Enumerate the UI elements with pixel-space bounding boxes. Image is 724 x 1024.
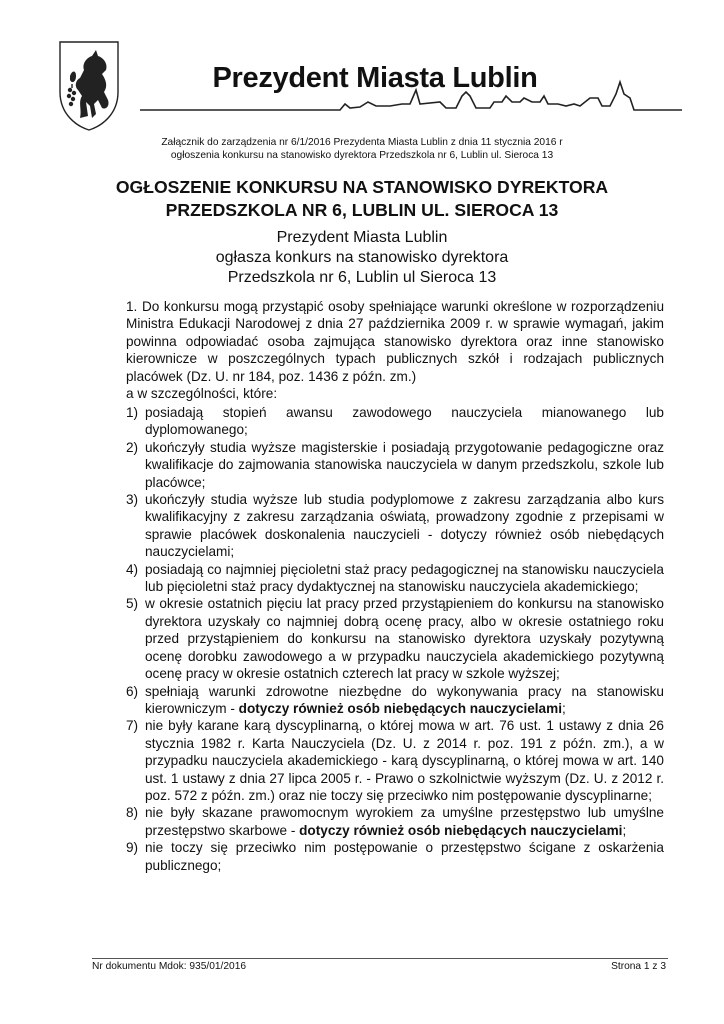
city-crest-icon [58,40,120,132]
annex-line-1: Załącznik do zarządzenia nr 6/1/2016 Prezydenta Miasta Lublin z dnia 11 stycznia 2016 r [161,137,563,148]
item-bold-text: dotyczy również osób niebędących nauczycielami [238,700,562,716]
item-text-end: ; [562,700,566,716]
item-number: 5) [126,596,139,612]
announcement-subheading [130,228,594,288]
announcement-heading [60,176,664,222]
list-item [126,683,664,718]
item-number: 2) [126,439,139,455]
intro-text: 1. Do konkursu mogą przystąpić osoby spełniające warunki określone w rozporządzeniu Ministra Edukacji Narodowej z dnia 27 października 2009 r. w sprawie wymagań, jakim powinna odpowiadać osoba zajmująca stanowisko dyrektora oraz inne stanowisko kierownicze w poszczególnych typach publicznych szkół i rodzajach publicznych placówek (Dz. U. nr 184, poz. 1436 z późn. zm.) [126,299,664,384]
list-item [126,595,664,682]
subheading-line-3: Przedszkola nr 6, Lublin ul Sieroca 13 [227,269,497,286]
city-skyline-icon [140,76,682,118]
item-text: ukończyły studia wyższe lub studia podyplomowe z zakresu zarządzania albo kurs kwalifikacyjny z zakresu zarządzania oświatą, prowadzony zgodnie z przepisami w sprawie placówek doskonalenia nauczycieli - dotyczy również osób niebędących nauczycielami; [145,492,664,560]
page-header-title: Prezydent Miasta Lublin [212,62,538,94]
footer-page-number: Strona 1 z 3 [611,961,666,972]
list-item [126,439,664,491]
intro-paragraph [126,298,664,402]
heading-line-1: OGŁOSZENIE KONKURSU NA STANOWISKO DYREKTORA [115,177,609,197]
item-text: nie toczy się przeciwko nim postępowanie o przestępstwo ścigane z oskarżenia publicznego; [145,840,664,873]
intro-tail: a w szczególności, które: [126,386,278,402]
conditions-list [126,404,664,874]
annex-line-2: ogłoszenia konkursu na stanowisko dyrektora Przedszkola nr 6, Lublin ul. Sieroca 13 [170,150,554,161]
item-number: 8) [126,805,139,821]
list-item [126,717,664,804]
list-item [126,561,664,596]
item-text: posiadają co najmniej pięcioletni staż pracy pedagogicznej na stanowisku nauczyciela lub pięcioletni staż pracy dydaktycznej na stanowisku nauczyciela akademickiego; [145,561,664,595]
heading-line-2: PRZEDSZKOLA NR 6, LUBLIN UL. SIEROCA 13 [165,200,559,220]
item-bold-text: dotyczy również osób niebędących nauczycielami [299,822,623,838]
item-number: 3) [126,492,139,508]
list-item [126,839,664,874]
footer-document-number: Nr dokumentu Mdok: 935/01/2016 [92,961,247,972]
item-number: 6) [126,683,139,699]
item-text: posiadają stopień awansu zawodowego nauczyciela mianowanego lub dyplomowanego; [145,405,664,438]
list-item [126,804,664,839]
item-number: 9) [126,840,139,856]
list-item [126,404,664,439]
item-number: 1) [126,405,139,420]
footer-divider [92,958,668,959]
annex-note [100,136,624,162]
item-text: w okresie ostatnich pięciu lat pracy przed przystąpieniem do konkursu na stanowisko dyrektora uzyskały co najmniej dobrą ocenę pracy, albo w okresie ostatniego roku przed przystąpieniem do konkursu na stanowisko dyrektora uzyskały pozytywną ocenę dorobku zawodowego a w przypadku nauczyciela akademickiego pozytywną ocenę pracy w okresie ostatnich czterech lat pracy w szkole wyższej; [145,596,664,682]
subheading-line-2: ogłasza konkurs na stanowisko dyrektora [215,249,509,266]
item-number: 7) [126,718,139,734]
item-text: ukończyły studia wyższe magisterskie i posiadają przygotowanie pedagogiczne oraz kwalifikacje do zajmowania stanowiska nauczyciela w danym przedszkolu, szkole lub placówce; [145,439,664,490]
item-text: spełniają warunki zdrowotne niezbędne do wykonywania pracy na stanowisku kierowniczym - [145,683,664,716]
list-item [126,491,664,561]
item-text-end: ; [622,822,627,838]
item-text: nie były skazane prawomocnym wyrokiem za umyślne przestępstwo lub umyślne przestępstwo skarbowe - [145,805,664,838]
item-text: nie były karane karą dyscyplinarną, o której mowa w art. 76 ust. 1 ustawy z dnia 26 stycznia 1982 r. Karta Nauczyciela (Dz. U. z 2014 r. poz. 191 z późn. zm.), a w przypadku nauczyciela akademickiego - karą dyscyplinarną, o której mowa w art. 140 ust. 1 ustawy z dnia 27 lipca 2005 r. - Prawo o szkolnictwie wyższym (Dz. U. z 2012 r. poz. 572 z późn. zm.) oraz nie toczy się przeciwko nim postępowanie dyscyplinarne; [145,718,664,803]
subheading-line-1: Prezydent Miasta Lublin [276,229,448,246]
item-number: 4) [126,561,139,577]
